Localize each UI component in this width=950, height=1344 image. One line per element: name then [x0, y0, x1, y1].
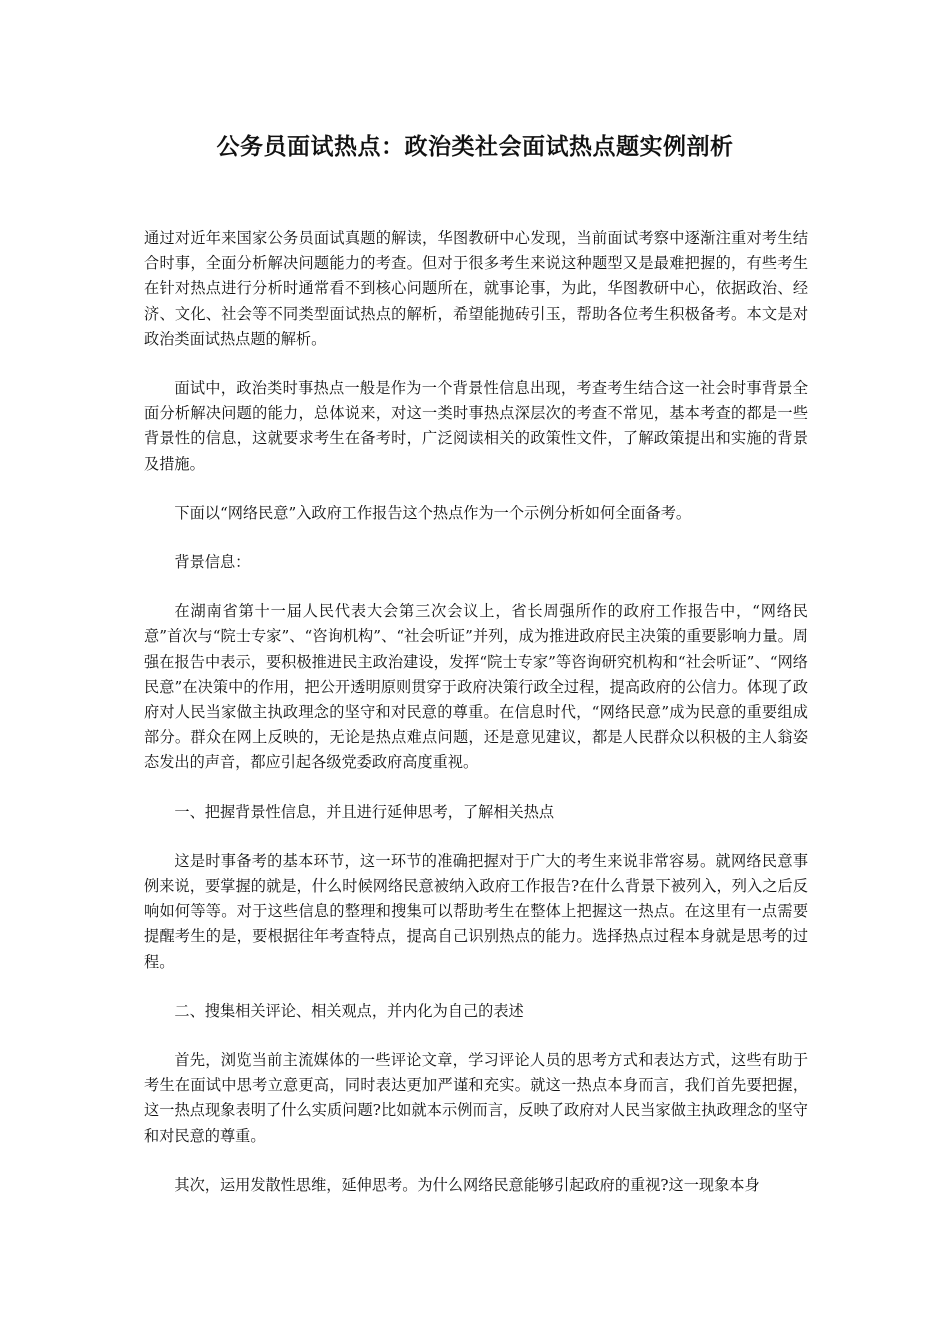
paragraph: 在湖南省第十一届人民代表大会第三次会议上，省长周强所作的政府工作报告中，“网络民意”首次与“院士专家”、“咨询机构”、“社会听证”并列，成为推进政府民主决策的重要影响力量。周强在报告中表示，要积极推进民主政治建设，发挥“院士专家”等咨询研究机构和“社会听证”、“网络民意”在决策中的作用，把公开透明原则贯穿于政府决策行政全过程，提高政府的公信力。体现了政府对人民当家做主执政理念的坚守和对民意的尊重。在信息时代，“网络民意”成为民意的重要组成部分。群众在网上反映的，无论是热点难点问题，还是意见建议，都是人民群众以积极的主人翁姿态发出的声音，都应引起各级党委政府高度重视。	[144, 602, 808, 772]
paragraph: 面试中，政治类时事热点一般是作为一个背景性信息出现，考查考生结合这一社会时事背景全面分析解决问题的能力，总体说来，对这一类时事热点深层次的考查不常见，基本考查的都是一些背景性的信息，这就要求考生在备考时，广泛阅读相关的政策性文件，了解政策提出和实施的背景及措施。	[144, 379, 808, 473]
section-label: 背景信息：	[174, 553, 251, 572]
section-heading: 一、把握背景性信息，并且进行延伸思考，了解相关热点	[174, 802, 555, 821]
paragraph-intro: 通过对近年来国家公务员面试真题的解读，华图教研中心发现，当前面试考察中逐渐注重对考生结合时事，全面分析解决问题能力的考查。但对于很多考生来说这种题型又是最难把握的，有些考生在针对热点进行分析时通常看不到核心问题所在，就事论事，为此，华图教研中心，依据政治、经济、文化、社会等不同类型面试热点的解析，希望能抛砖引玉，帮助各位考生积极备考。本文是对政治类面试热点题的解析。	[144, 229, 808, 348]
paragraph: 其次，运用发散性思维，延伸思考。为什么网络民意能够引起政府的重视?这一现象本身	[174, 1175, 760, 1194]
document-title: 公务员面试热点：政治类社会面试热点题实例剖析	[216, 134, 734, 160]
paragraph: 下面以“网络民意”入政府工作报告这个热点作为一个示例分析如何全面备考。	[174, 503, 692, 522]
section-heading: 二、搜集相关评论、相关观点，并内化为自己的表述	[174, 1001, 524, 1020]
document-body	[144, 226, 808, 1198]
paragraph: 首先，浏览当前主流媒体的一些评论文章，学习评论人员的思考方式和表达方式，这些有助于考生在面试中思考立意更高，同时表达更加严谨和充实。就这一热点本身而言，我们首先要把握，这一热点现象表明了什么实质问题?比如就本示例而言，反映了政府对人民当家做主执政理念的坚守和对民意的尊重。	[144, 1051, 808, 1145]
paragraph: 这是时事备考的基本环节，这一环节的准确把握对于广大的考生来说非常容易。就网络民意事例来说，要掌握的就是，什么时候网络民意被纳入政府工作报告?在什么背景下被列入，列入之后反响如何等等。对于这些信息的整理和搜集可以帮助考生在整体上把握这一热点。在这里有一点需要提醒考生的是，要根据往年考查特点，提高自己识别热点的能力。选择热点过程本身就是思考的过程。	[144, 851, 808, 971]
